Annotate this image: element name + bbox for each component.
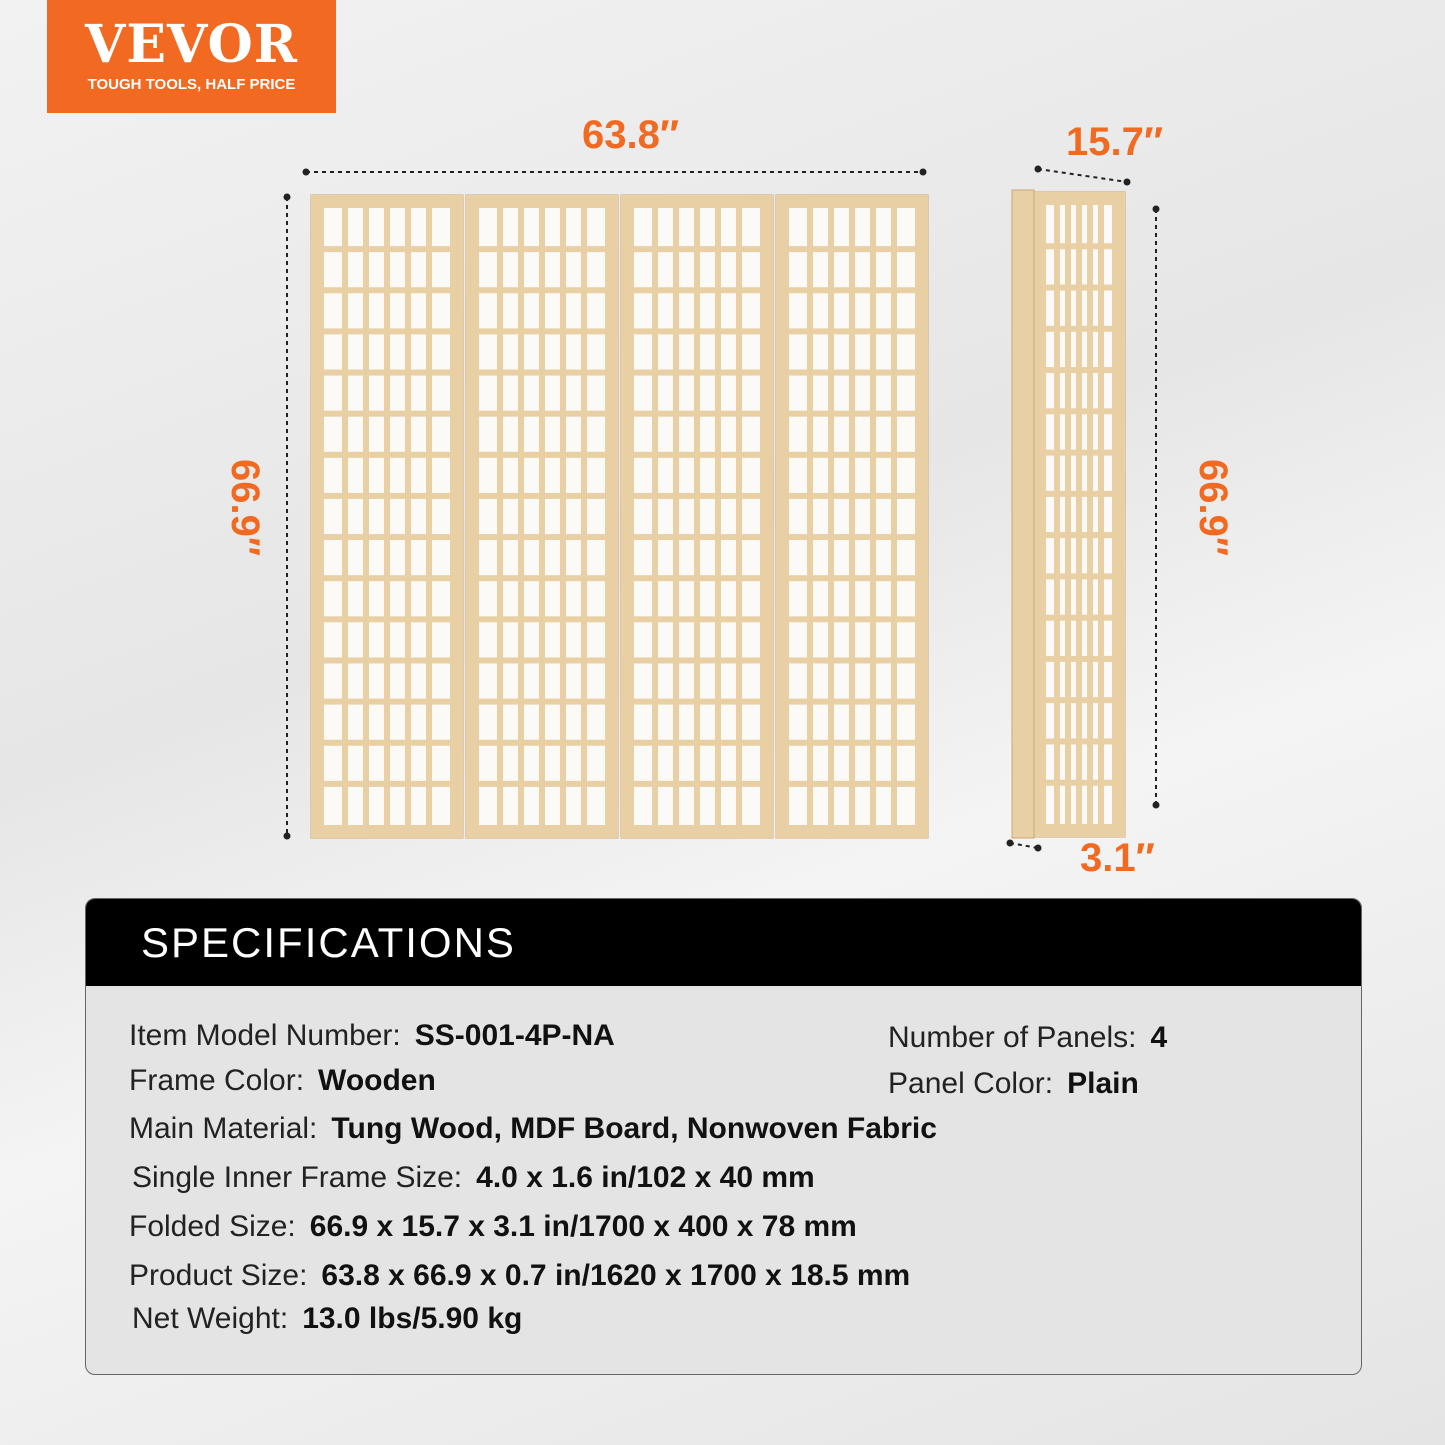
screen-panel-frame-bottom — [311, 825, 463, 838]
folded-panel-rail — [1046, 656, 1112, 662]
screen-panel-rail — [479, 370, 605, 376]
screen-panel-rail — [479, 740, 605, 746]
screen-panel-mullion — [891, 208, 897, 825]
folded-panel-rail — [1046, 367, 1112, 373]
screen-panel-frame-right — [915, 195, 928, 838]
logo-brand: VEVOR — [85, 14, 298, 75]
folded-height-label: 66.9″ — [1191, 458, 1236, 557]
screen-panel-rail — [479, 452, 605, 458]
screen-panel-mullion — [736, 208, 742, 825]
screen-panel-rail — [324, 657, 450, 663]
screen-panel-rail — [634, 699, 760, 705]
folded-panel-frame-top — [1033, 192, 1125, 205]
folded-width-dimension-line-end — [1035, 166, 1042, 173]
screen-panel-rail — [324, 328, 450, 334]
screen-panel-rail — [634, 287, 760, 293]
screen-panel-mullion — [405, 208, 411, 825]
screen-panel-rail — [634, 328, 760, 334]
screen-panel-rail — [789, 699, 915, 705]
screen-panel-mullion — [560, 208, 566, 825]
screen-panel-rail — [789, 657, 915, 663]
spec-folded-size: Folded Size: 66.9 x 15.7 x 3.1 in/1700 x 400 x 78 mm — [129, 1210, 857, 1243]
spec-panel-color: Panel Color: Plain — [888, 1067, 1139, 1100]
spec-material: Main Material: Tung Wood, MDF Board, Nonwoven Fabric — [129, 1112, 937, 1145]
screen-panel-rail — [634, 370, 760, 376]
screen-panel-mullion — [870, 208, 876, 825]
screen-panel-rail — [789, 328, 915, 334]
folded-panel-mullion — [1076, 205, 1082, 824]
folded-panel-edge — [1012, 190, 1034, 838]
screen-panel-frame-bottom — [621, 825, 773, 838]
specifications-panel — [85, 898, 1362, 1375]
screen-panel-frame-top — [311, 195, 463, 208]
folded-height-dimension-line-end — [1153, 802, 1160, 809]
folded-panel-mullion — [1098, 205, 1104, 824]
screen-panel-rail — [324, 493, 450, 499]
screen-panel-rail — [479, 328, 605, 334]
folded-panel-rail — [1046, 615, 1112, 621]
screen-panel-mullion — [539, 208, 545, 825]
screen-panel-frame-top — [466, 195, 618, 208]
folded-depth-label: 3.1″ — [1080, 836, 1155, 880]
screen-panel-rail — [479, 616, 605, 622]
screen-panel-rail — [324, 370, 450, 376]
height-label: 66.9″ — [223, 458, 268, 557]
screen-panel-rail — [634, 452, 760, 458]
screen-panel-mullion — [673, 208, 679, 825]
screen-panel-rail — [789, 616, 915, 622]
screen-panel-frame-left — [621, 195, 634, 838]
logo-tagline: TOUGH TOOLS, HALF PRICE — [87, 76, 296, 93]
screen-panel-rail — [324, 699, 450, 705]
screen-panel-frame-left — [311, 195, 324, 838]
screen-panel-rail — [634, 575, 760, 581]
screen-panel-mullion — [363, 208, 369, 825]
screen-panel-rail — [324, 575, 450, 581]
screen-panel-mullion — [581, 208, 587, 825]
screen-panel-rail — [479, 534, 605, 540]
folded-panel-mullion — [1087, 205, 1093, 824]
screen-panel-mullion — [694, 208, 700, 825]
screen-panel-frame-left — [776, 195, 789, 838]
screen-panel-rail — [479, 246, 605, 252]
spec-net-weight: Net Weight: 13.0 lbs/5.90 kg — [132, 1302, 523, 1335]
width-dimension-line-end — [920, 169, 927, 176]
screen-panel-rail — [324, 452, 450, 458]
screen-panel-rail — [479, 699, 605, 705]
folded-panel-rail — [1046, 491, 1112, 497]
spec-inner-frame: Single Inner Frame Size: 4.0 x 1.6 in/102 x 40 mm — [132, 1161, 815, 1194]
screen-panel-frame-left — [466, 195, 479, 838]
screen-panel-rail — [479, 287, 605, 293]
screen-panel-mullion — [518, 208, 524, 825]
screen-panel-rail — [634, 246, 760, 252]
screen-panel-mullion — [497, 208, 503, 825]
screen-panel-rail — [789, 781, 915, 787]
folded-depth-dimension-line-end — [1007, 840, 1014, 847]
screen-panel-rail — [634, 781, 760, 787]
screen-panel-mullion — [715, 208, 721, 825]
screen-panel-mullion — [384, 208, 390, 825]
folded-panel-rail — [1046, 697, 1112, 703]
folded-depth-dimension-line — [1010, 843, 1038, 848]
screen-panel-frame-bottom — [466, 825, 618, 838]
screen-panel-rail — [634, 534, 760, 540]
screen-panel-rail — [324, 287, 450, 293]
screen-panel-mullion — [652, 208, 658, 825]
folded-panel-rail — [1046, 780, 1112, 786]
screen-panel-rail — [324, 616, 450, 622]
screen-panel-rail — [324, 411, 450, 417]
folded-width-dimension-line — [1038, 169, 1127, 182]
screen-panel-rail — [789, 287, 915, 293]
screen-panel-rail — [324, 246, 450, 252]
width-dimension-line-end — [303, 169, 310, 176]
folded-height-dimension-line-end — [1153, 206, 1160, 213]
screen-panel-rail — [789, 452, 915, 458]
folded-panel-mullion — [1054, 205, 1060, 824]
folded-panel-rail — [1046, 573, 1112, 579]
screen-panel-rail — [634, 740, 760, 746]
folded-panel-rail — [1046, 285, 1112, 291]
screen-panel-frame-right — [605, 195, 618, 838]
spec-product-size: Product Size: 63.8 x 66.9 x 0.7 in/1620 x 1700 x 18.5 mm — [129, 1259, 911, 1292]
screen-panel-rail — [789, 411, 915, 417]
height-dimension-line-end — [284, 833, 291, 840]
screen-panel-rail — [479, 493, 605, 499]
folded-panel-mullion — [1065, 205, 1071, 824]
screen-panel-rail — [789, 246, 915, 252]
folded-panel-rail — [1046, 450, 1112, 456]
folded-width-dimension-line-end — [1124, 179, 1131, 186]
folded-panel-rail — [1046, 532, 1112, 538]
folded-depth-dimension-line-end — [1035, 845, 1042, 852]
folded-panel-rail — [1046, 408, 1112, 414]
folded-panel-frame-right — [1112, 192, 1125, 837]
specs-title: SPECIFICATIONS — [86, 899, 1361, 986]
screen-panel-rail — [634, 493, 760, 499]
screen-panel-rail — [324, 740, 450, 746]
width-label: 63.8″ — [582, 113, 680, 157]
screen-panel-frame-right — [760, 195, 773, 838]
screen-panel-rail — [789, 740, 915, 746]
screen-panel-frame-top — [776, 195, 928, 208]
screen-panel-rail — [634, 616, 760, 622]
screen-panel-frame-top — [621, 195, 773, 208]
screen-panel-mullion — [426, 208, 432, 825]
screen-panel-rail — [479, 781, 605, 787]
screen-panel-rail — [479, 657, 605, 663]
screen-panel-rail — [324, 534, 450, 540]
folded-panel-frame-left — [1033, 192, 1046, 837]
folded-panel-rail — [1046, 326, 1112, 332]
spec-frame-color: Frame Color: Wooden — [129, 1064, 436, 1097]
screen-panel-mullion — [342, 208, 348, 825]
height-dimension-line-end — [284, 194, 291, 201]
screen-panel-rail — [479, 575, 605, 581]
folded-panel-rail — [1046, 243, 1112, 249]
spec-panels: Number of Panels: 4 — [888, 1021, 1168, 1054]
spec-model: Item Model Number: SS-001-4P-NA — [129, 1019, 615, 1052]
screen-panel-rail — [789, 370, 915, 376]
screen-panel-mullion — [828, 208, 834, 825]
screen-panel-mullion — [807, 208, 813, 825]
screen-panel-rail — [789, 534, 915, 540]
folded-width-label: 15.7″ — [1066, 120, 1164, 164]
screen-panel-rail — [479, 411, 605, 417]
screen-panel-rail — [324, 781, 450, 787]
screen-panel-frame-bottom — [776, 825, 928, 838]
screen-panel-rail — [634, 411, 760, 417]
screen-panel-rail — [634, 657, 760, 663]
screen-panel-mullion — [849, 208, 855, 825]
folded-panel-rail — [1046, 738, 1112, 744]
screen-panel-frame-right — [450, 195, 463, 838]
screen-panel-rail — [789, 575, 915, 581]
screen-panel-rail — [789, 493, 915, 499]
